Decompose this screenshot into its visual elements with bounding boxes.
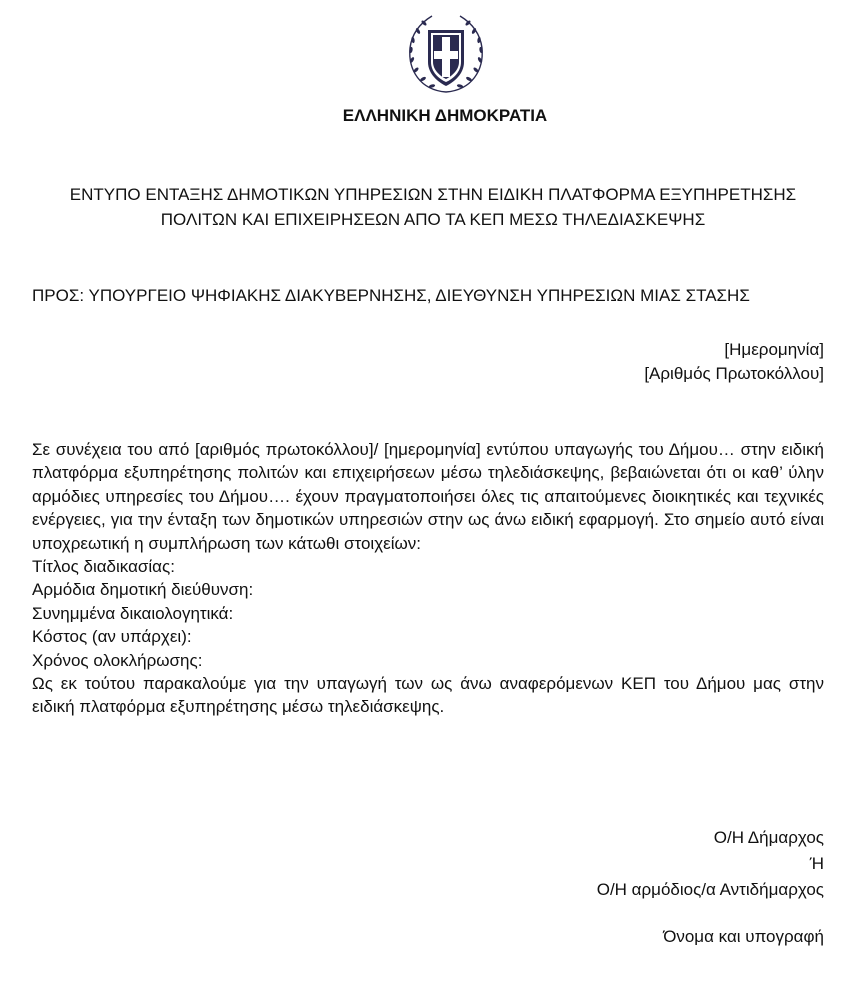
date-protocol-block [644,338,824,386]
closing-paragraph: Ως εκ τούτου παρακαλούμε για την υπαγωγή των ως άνω αναφερόμενων ΚΕΠ του Δήμου μας στην ειδική πλατφόρμα εξυπηρέτησης μέσω τηλεδιάσκεψης. [32,674,824,717]
name-and-signature-label: Όνομα και υπογραφή [663,927,824,946]
document-title [40,182,826,232]
field-responsible-department: Αρμόδια δημοτική διεύθυνση: [32,580,254,600]
intro-paragraph: Σε συνέχεια του από [αριθμός πρωτοκόλλου]/ [ημερομηνία] εντύπου υπαγωγής του Δήμου… στην ειδική πλατφόρμα εξυπηρέτησης πολιτών και επιχειρήσεων μέσω τηλεδιάσκεψης, βεβαιώνεται ότι οι καθ’ ύλην αρμόδιες υπηρεσίες του Δήμου…. έχουν πραγματοποιήσει όλες τις απαιτούμενες διοικητικές και τεχνικές ενέργειες, για την ένταξη των δημοτικών υπηρεσιών στην ως άνω ειδική εφαρμογή. Στο σημείο αυτό είναι υποχρεωτική η συμπλήρωση των κάτωθι στοιχείων: [32,440,824,553]
document-title-line-1: ΕΝΤΥΠΟ ΕΝΤΑΞΗΣ ΔΗΜΟΤΙΚΩΝ ΥΠΗΡΕΣΙΩΝ ΣΤΗΝ ΕΙΔΙΚΗ ΠΛΑΤΦΟΡΜΑ ΕΞΥΠΗΡΕΤΗΣΗΣ [69,185,797,204]
protocol-number-placeholder: [Αριθμός Πρωτοκόλλου] [644,364,824,383]
field-completion-time: Χρόνος ολοκλήρωσης: [32,650,203,670]
recipient-line: ΠΡΟΣ: ΥΠΟΥΡΓΕΙΟ ΨΗΦΙΑΚΗΣ ΔΙΑΚΥΒΕΡΝΗΣΗΣ, ΔΙΕΥΘΥΝΣΗ ΥΠΗΡΕΣΙΩΝ ΜΙΑΣ ΣΤΑΣΗΣ [32,286,750,305]
mayor-title: Ο/Η Δήμαρχος [713,828,824,847]
field-cost: Κόστος (αν υπάρχει): [32,627,192,647]
field-attached-documents: Συνημμένα δικαιολογητικά: [32,603,234,623]
greek-coat-of-arms-emblem-icon [402,10,490,98]
or-separator: Ή [809,854,824,873]
document-title-line-2: ΠΟΛΙΤΩΝ ΚΑΙ ΕΠΙΧΕΙΡΗΣΕΩΝ ΑΠΟ ΤΑ ΚΕΠ ΜΕΣΩ ΤΗΛΕΔΙΑΣΚΕΨΗΣ [160,210,706,229]
body-text [32,438,824,719]
signature-block [597,825,824,903]
republic-heading: ΕΛΛΗΝΙΚΗ ΔΗΜΟΚΡΑΤΙΑ [342,106,548,125]
deputy-mayor-title: Ο/Η αρμόδιος/α Αντιδήμαρχος [596,880,824,899]
date-placeholder: [Ημερομηνία] [724,340,824,359]
field-procedure-title: Τίτλος διαδικασίας: [32,557,175,577]
